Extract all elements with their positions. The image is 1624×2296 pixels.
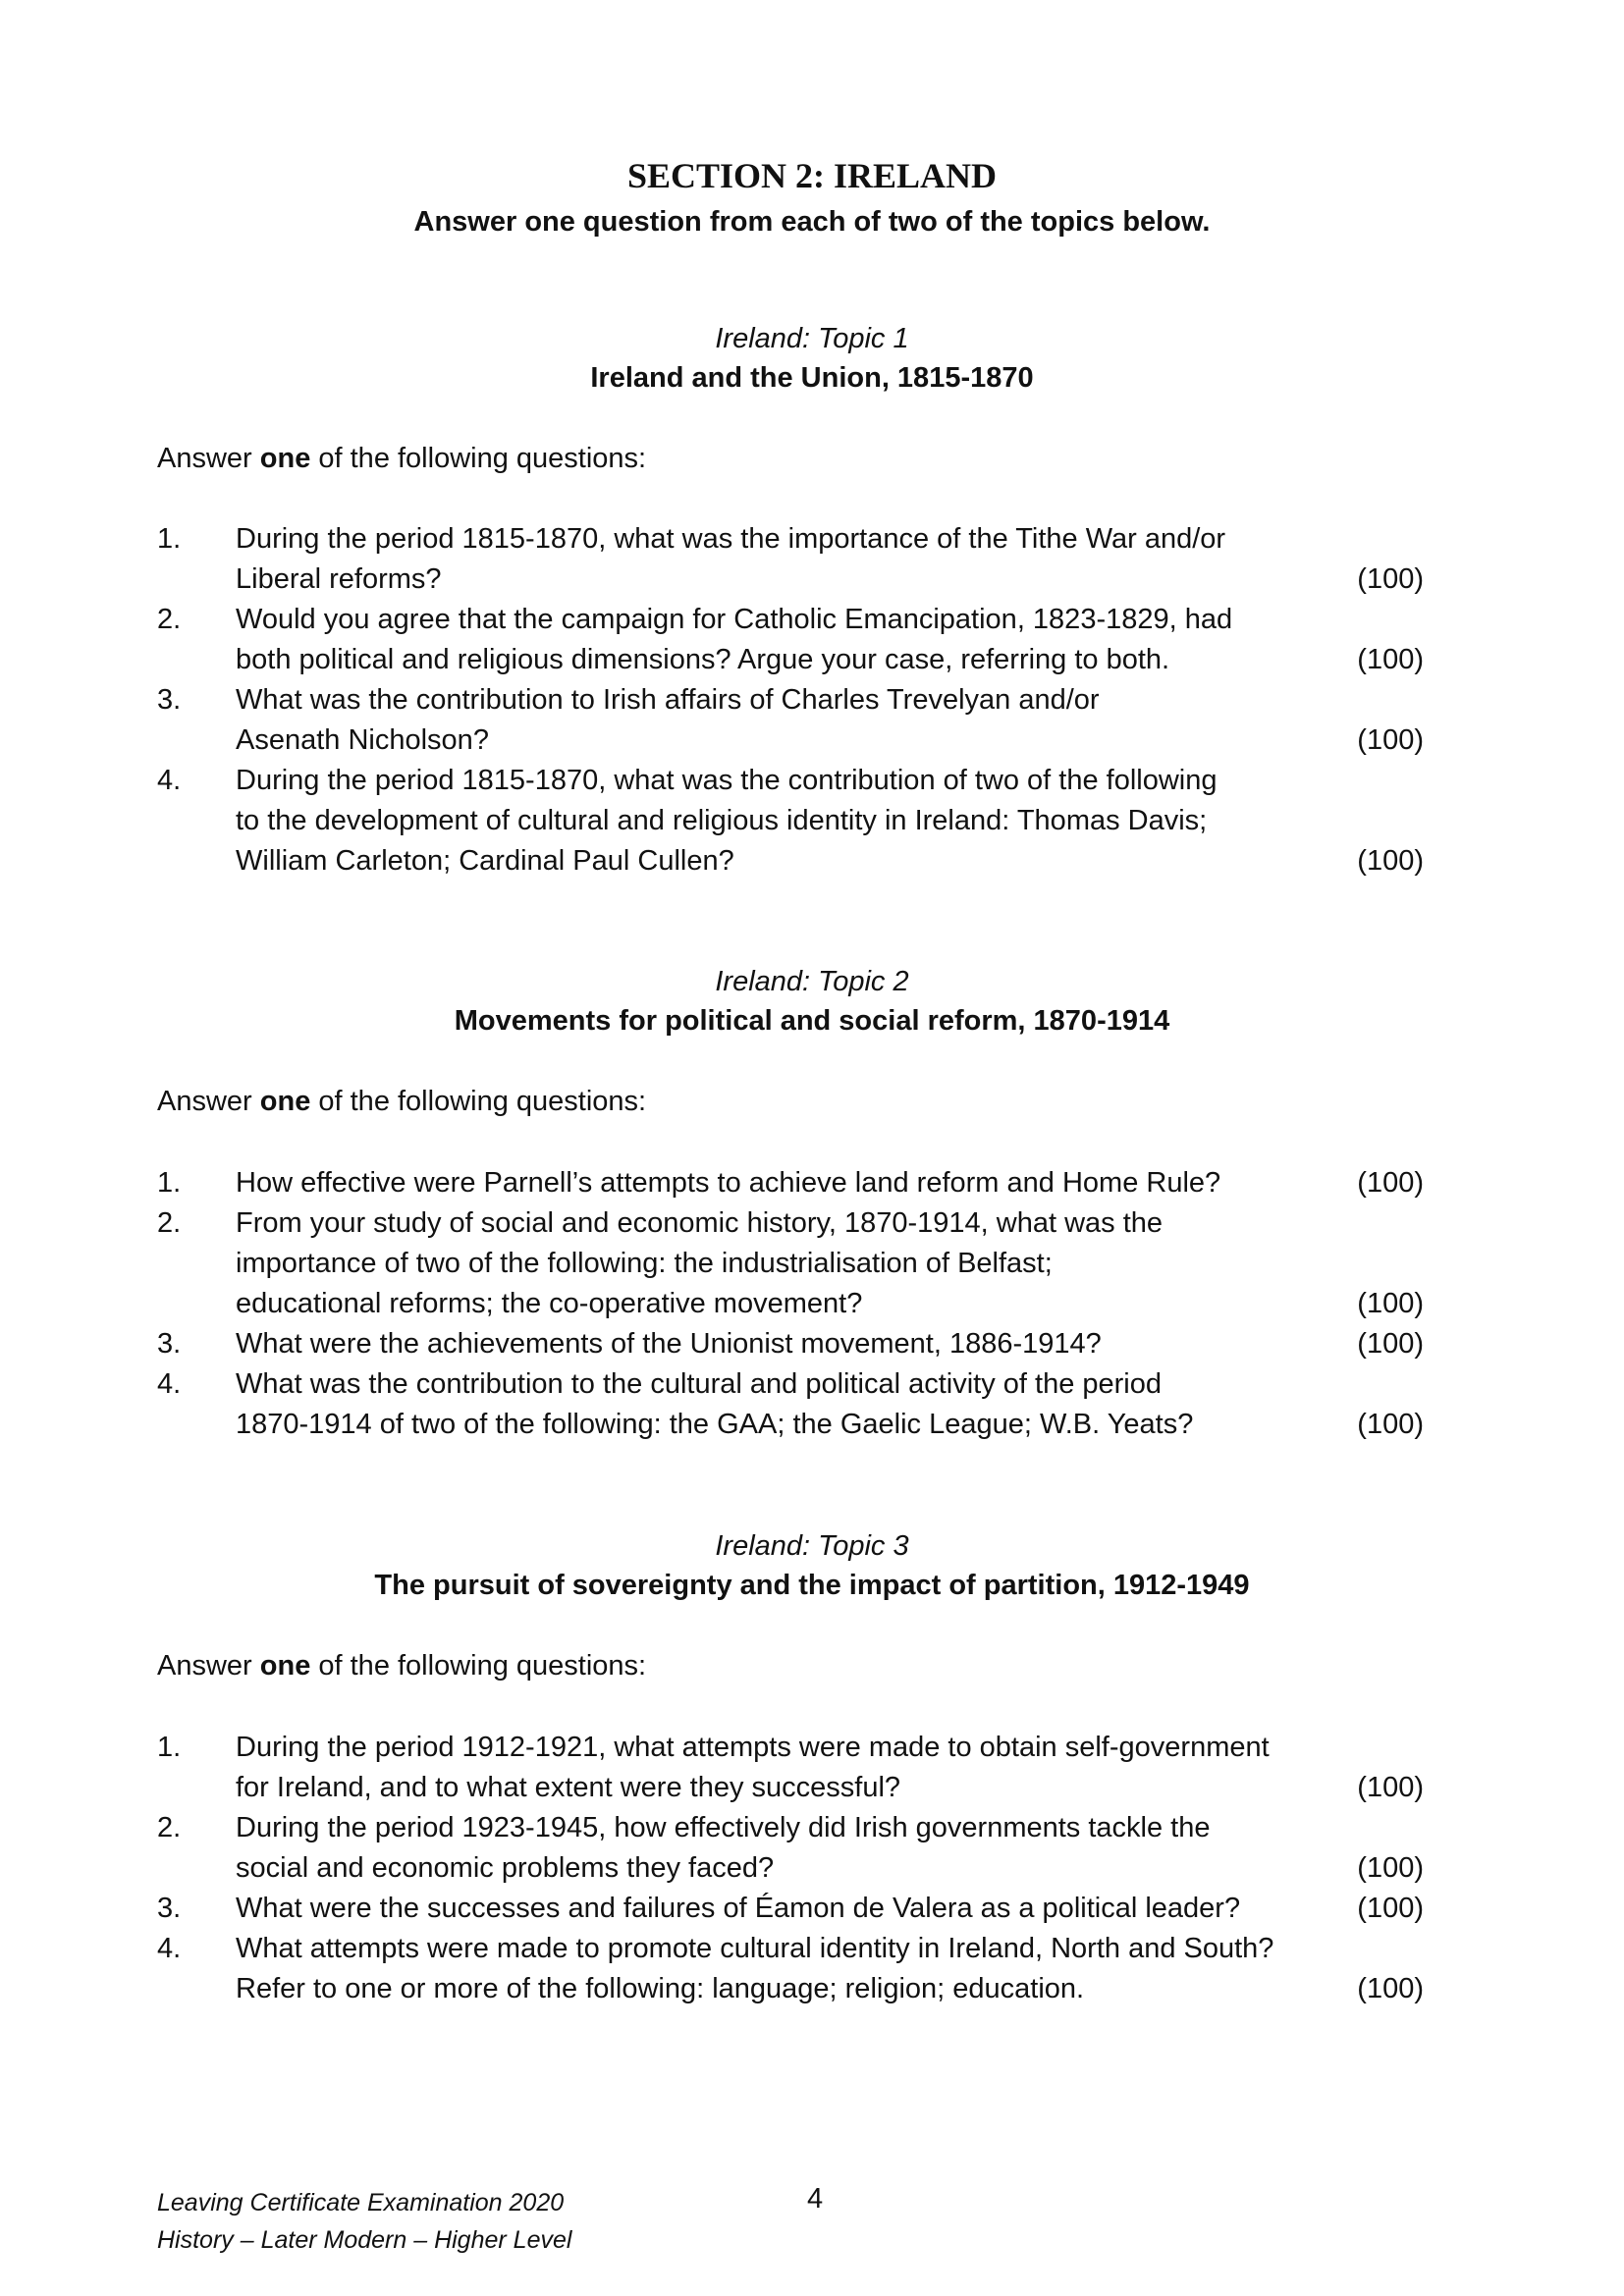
topic-label: Ireland: Topic 1 bbox=[715, 323, 909, 354]
question-text-line: for Ireland, and to what extent were they successful? bbox=[236, 1772, 901, 1803]
instruction-suffix: of the following questions: bbox=[310, 1650, 647, 1682]
question-text-line: What was the contribution to Irish affairs of Charles Trevelyan and/or bbox=[236, 684, 1100, 716]
question-text-line: During the period 1815-1870, what was the importance of the Tithe War and/or bbox=[236, 523, 1226, 555]
question-text bbox=[236, 1163, 1306, 1203]
question-marks: (100) bbox=[1357, 1167, 1424, 1199]
topic-label: Ireland: Topic 2 bbox=[715, 966, 909, 997]
topic-1-header bbox=[0, 319, 1624, 398]
question-item bbox=[157, 1364, 1424, 1445]
question-item bbox=[157, 519, 1424, 600]
instruction-prefix: Answer bbox=[157, 443, 260, 474]
question-text bbox=[236, 1889, 1306, 1929]
question-marks: (100) bbox=[1357, 1973, 1424, 2004]
question-item bbox=[157, 1929, 1424, 2009]
question-text bbox=[236, 1203, 1306, 1324]
question-number: 1. bbox=[157, 1732, 182, 1763]
topic-3-header bbox=[0, 1526, 1624, 1605]
question-marks: (100) bbox=[1357, 563, 1424, 595]
question-marks: (100) bbox=[1357, 1409, 1424, 1440]
question-text bbox=[236, 1364, 1306, 1445]
question-number: 3. bbox=[157, 684, 182, 716]
footer-line-1: Leaving Certificate Examination 2020 bbox=[157, 2189, 565, 2216]
question-number: 2. bbox=[157, 1812, 182, 1843]
question-item bbox=[157, 1889, 1424, 1929]
topic-3-instruction bbox=[157, 1646, 646, 1685]
instruction-bold: one bbox=[259, 1650, 311, 1682]
question-text-line: to the development of cultural and religious identity in Ireland: Thomas Davis; bbox=[236, 805, 1208, 836]
question-text-line: Would you agree that the campaign for Catholic Emancipation, 1823-1829, had bbox=[236, 604, 1233, 635]
instruction-suffix: of the following questions: bbox=[310, 443, 647, 474]
question-text bbox=[236, 1808, 1306, 1889]
topic-1-instruction bbox=[157, 439, 646, 478]
question-item bbox=[157, 761, 1424, 881]
topic-2-instruction bbox=[157, 1082, 646, 1121]
question-text bbox=[236, 1728, 1306, 1808]
question-number: 3. bbox=[157, 1893, 182, 1924]
topic-title: Movements for political and social reform, 1870-1914 bbox=[454, 1005, 1170, 1037]
question-number: 2. bbox=[157, 604, 182, 635]
question-text-line: During the period 1912-1921, what attempts were made to obtain self-government bbox=[236, 1732, 1270, 1763]
question-text-line: From your study of social and economic history, 1870-1914, what was the bbox=[236, 1207, 1164, 1239]
instruction-bold: one bbox=[259, 443, 311, 474]
question-text-line: Asenath Nicholson? bbox=[236, 724, 489, 756]
question-text-line: William Carleton; Cardinal Paul Cullen? bbox=[236, 845, 734, 877]
topic-3-questions bbox=[157, 1728, 1424, 2009]
question-item bbox=[157, 1728, 1424, 1808]
question-item bbox=[157, 600, 1424, 680]
question-marks: (100) bbox=[1357, 1772, 1424, 1803]
question-text-line: During the period 1923-1945, how effectively did Irish governments tackle the bbox=[236, 1812, 1211, 1843]
page-number: 4 bbox=[807, 2183, 824, 2215]
question-marks: (100) bbox=[1357, 1852, 1424, 1884]
question-text-line: Refer to one or more of the following: language; religion; education. bbox=[236, 1973, 1085, 2004]
question-number: 1. bbox=[157, 1167, 182, 1199]
topic-label: Ireland: Topic 3 bbox=[715, 1530, 909, 1562]
question-text bbox=[236, 680, 1306, 761]
section-title: SECTION 2: IRELAND bbox=[626, 156, 998, 195]
question-text-line: Liberal reforms? bbox=[236, 563, 442, 595]
question-marks: (100) bbox=[1357, 845, 1424, 877]
question-item bbox=[157, 1324, 1424, 1364]
topic-title: The pursuit of sovereignty and the impact of partition, 1912-1949 bbox=[374, 1570, 1250, 1601]
question-item bbox=[157, 1163, 1424, 1203]
instruction-suffix: of the following questions: bbox=[310, 1086, 647, 1117]
question-text-line: How effective were Parnell’s attempts to achieve land reform and Home Rule? bbox=[236, 1167, 1221, 1199]
question-marks: (100) bbox=[1357, 1893, 1424, 1924]
question-number: 4. bbox=[157, 765, 182, 796]
instruction-bold: one bbox=[259, 1086, 311, 1117]
question-marks: (100) bbox=[1357, 724, 1424, 756]
question-item bbox=[157, 1808, 1424, 1889]
question-text bbox=[236, 761, 1306, 881]
question-number: 1. bbox=[157, 523, 182, 555]
question-item bbox=[157, 1203, 1424, 1324]
topic-2-questions bbox=[157, 1163, 1424, 1445]
question-text bbox=[236, 600, 1306, 680]
question-text-line: social and economic problems they faced? bbox=[236, 1852, 775, 1884]
question-number: 3. bbox=[157, 1328, 182, 1360]
section-subtitle: Answer one question from each of two of the topics below. bbox=[413, 206, 1211, 238]
question-text-line: 1870-1914 of two of the following: the GAA; the Gaelic League; W.B. Yeats? bbox=[236, 1409, 1194, 1440]
question-text-line: educational reforms; the co-operative movement? bbox=[236, 1288, 863, 1319]
footer-line-2: History – Later Modern – Higher Level bbox=[157, 2226, 572, 2254]
question-text-line: What were the successes and failures of Éamon de Valera as a political leader? bbox=[236, 1893, 1241, 1924]
question-marks: (100) bbox=[1357, 644, 1424, 675]
topic-2-header bbox=[0, 962, 1624, 1041]
question-text-line: both political and religious dimensions? Argue your case, referring to both. bbox=[236, 644, 1170, 675]
question-text-line: What attempts were made to promote cultural identity in Ireland, North and South? bbox=[236, 1933, 1274, 1964]
question-marks: (100) bbox=[1357, 1288, 1424, 1319]
question-text-line: What was the contribution to the cultural and political activity of the period bbox=[236, 1368, 1163, 1400]
question-text-line: During the period 1815-1870, what was the contribution of two of the following bbox=[236, 765, 1218, 796]
question-text-line: importance of two of the following: the industrialisation of Belfast; bbox=[236, 1248, 1053, 1279]
question-number: 4. bbox=[157, 1368, 182, 1400]
topic-title: Ireland and the Union, 1815-1870 bbox=[590, 362, 1034, 394]
footer-exam-info bbox=[157, 2184, 571, 2259]
question-text bbox=[236, 1929, 1306, 2009]
question-text bbox=[236, 1324, 1306, 1364]
question-number: 2. bbox=[157, 1207, 182, 1239]
question-text-line: What were the achievements of the Unionist movement, 1886-1914? bbox=[236, 1328, 1102, 1360]
question-item bbox=[157, 680, 1424, 761]
instruction-prefix: Answer bbox=[157, 1650, 260, 1682]
instruction-prefix: Answer bbox=[157, 1086, 260, 1117]
question-text bbox=[236, 519, 1306, 600]
topic-1-questions bbox=[157, 519, 1424, 881]
question-marks: (100) bbox=[1357, 1328, 1424, 1360]
question-number: 4. bbox=[157, 1933, 182, 1964]
